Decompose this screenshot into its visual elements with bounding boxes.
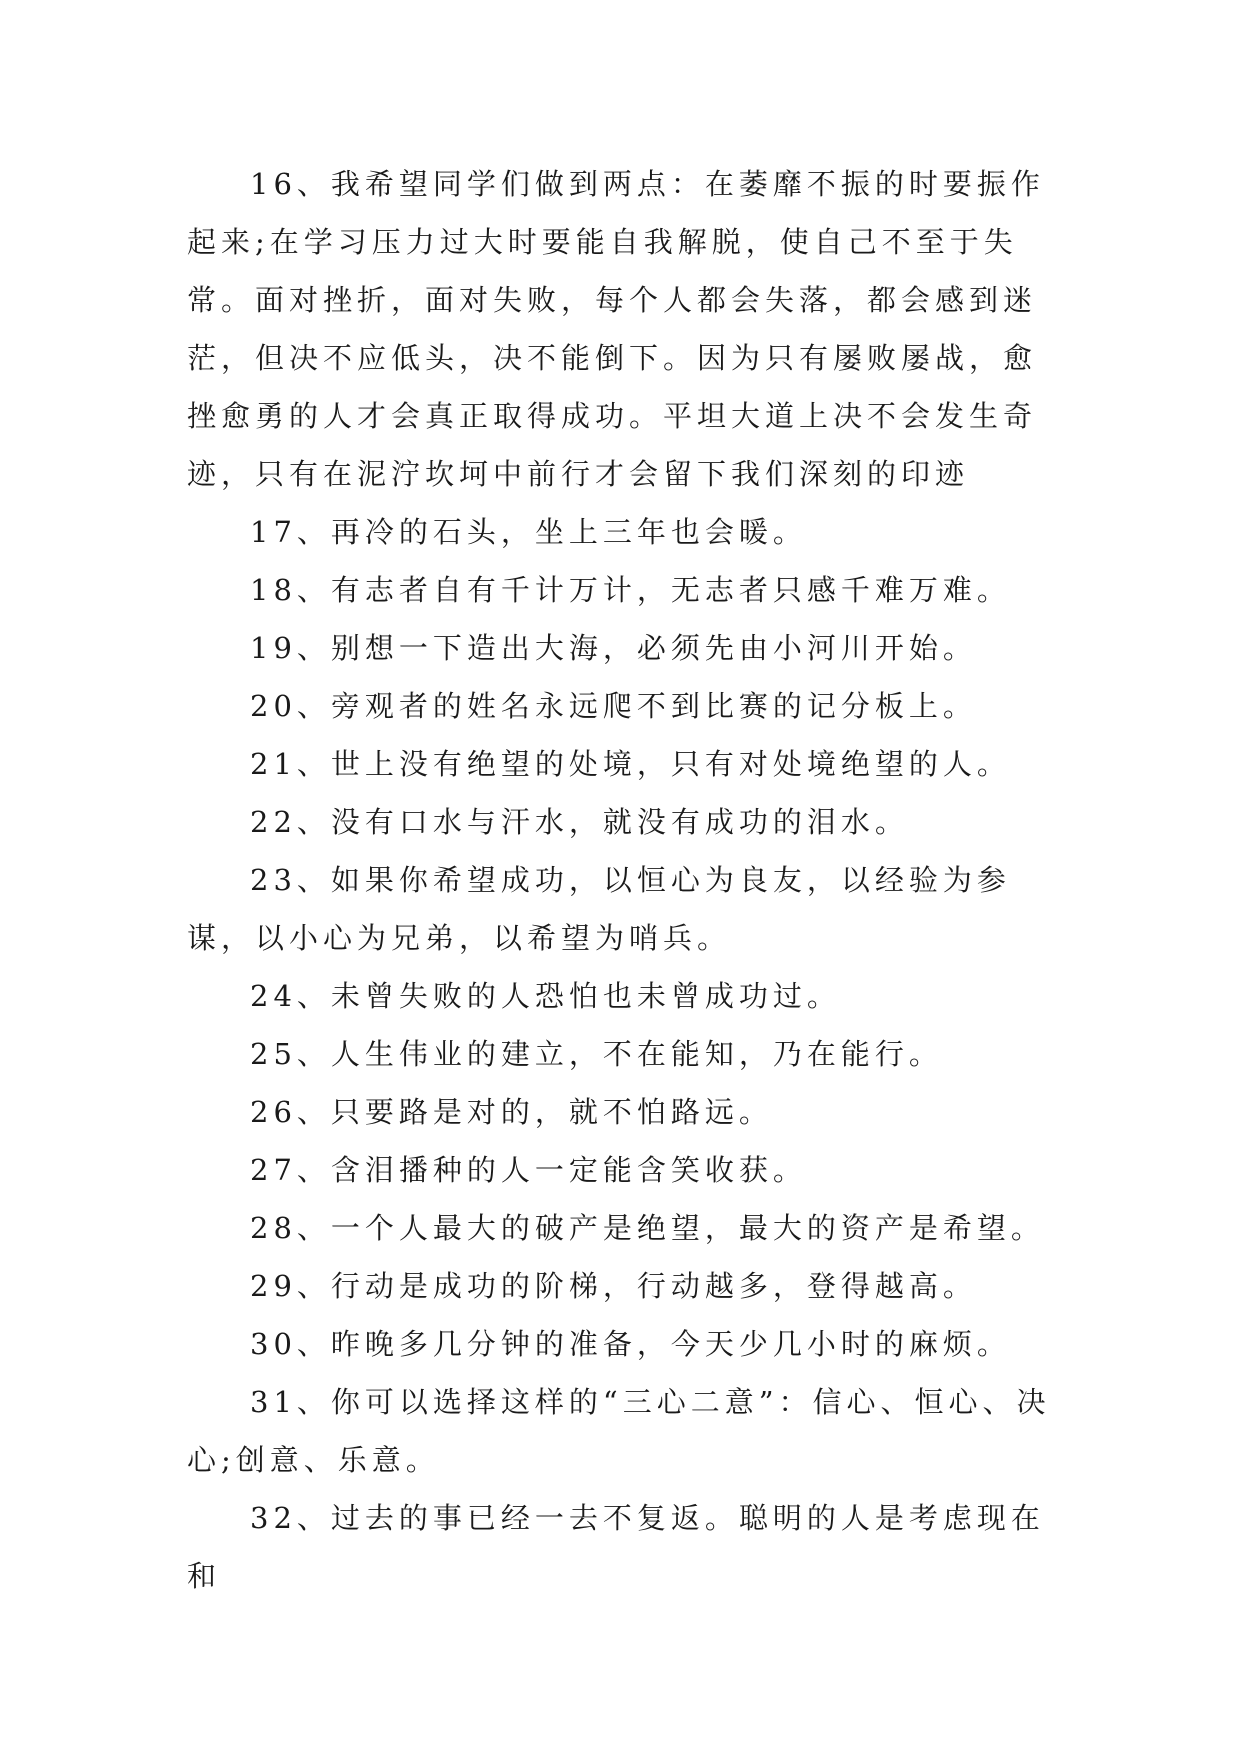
paragraph-23: 23、如果你希望成功，以恒心为良友，以经验为参谋，以小心为兄弟，以希望为哨兵。 (187, 863, 1011, 955)
paragraph-27: 27、含泪播种的人一定能含笑收获。 (250, 1153, 807, 1187)
paragraph-18: 18、有志者自有千计万计，无志者只感千难万难。 (250, 573, 1011, 607)
paragraph-32: 32、过去的事已经一去不复返。聪明的人是考虑现在和 (187, 1501, 1045, 1593)
paragraph-19: 19、别想一下造出大海，必须先由小河川开始。 (250, 631, 977, 665)
paragraph-22: 22、没有口水与汗水，就没有成功的泪水。 (250, 805, 909, 839)
paragraph-21: 21、世上没有绝望的处境，只有对处境绝望的人。 (250, 747, 1011, 781)
paragraph-24: 24、未曾失败的人恐怕也未曾成功过。 (250, 979, 841, 1013)
paragraph-16: 16、我希望同学们做到两点：在萎靡不振的时要振作起来;在学习压力过大时要能自我解脱，使自己不至于失常。面对挫折，面对失败，每个人都会失落，都会感到迷茫，但决不应低头，决不能倒下。因为只有屡败屡战，愈挫愈勇的人才会真正取得成功。平坦大道上决不会发生奇迹，只有在泥泞坎坷中前行才会留下我们深刻的印迹 (187, 167, 1045, 491)
paragraph-20: 20、旁观者的姓名永远爬不到比赛的记分板上。 (250, 689, 977, 723)
paragraph-17: 17、再冷的石头，坐上三年也会暖。 (250, 515, 807, 549)
document-body (187, 155, 1067, 1605)
paragraph-28: 28、一个人最大的破产是绝望，最大的资产是希望。 (250, 1211, 1045, 1245)
paragraph-31: 31、你可以选择这样的“三心二意”：信心、恒心、决心;创意、乐意。 (187, 1385, 1051, 1477)
paragraph-30: 30、昨晚多几分钟的准备，今天少几小时的麻烦。 (250, 1327, 1011, 1361)
paragraph-25: 25、人生伟业的建立，不在能知，乃在能行。 (250, 1037, 943, 1071)
paragraph-29: 29、行动是成功的阶梯，行动越多，登得越高。 (250, 1269, 977, 1303)
paragraph-26: 26、只要路是对的，就不怕路远。 (250, 1095, 773, 1129)
